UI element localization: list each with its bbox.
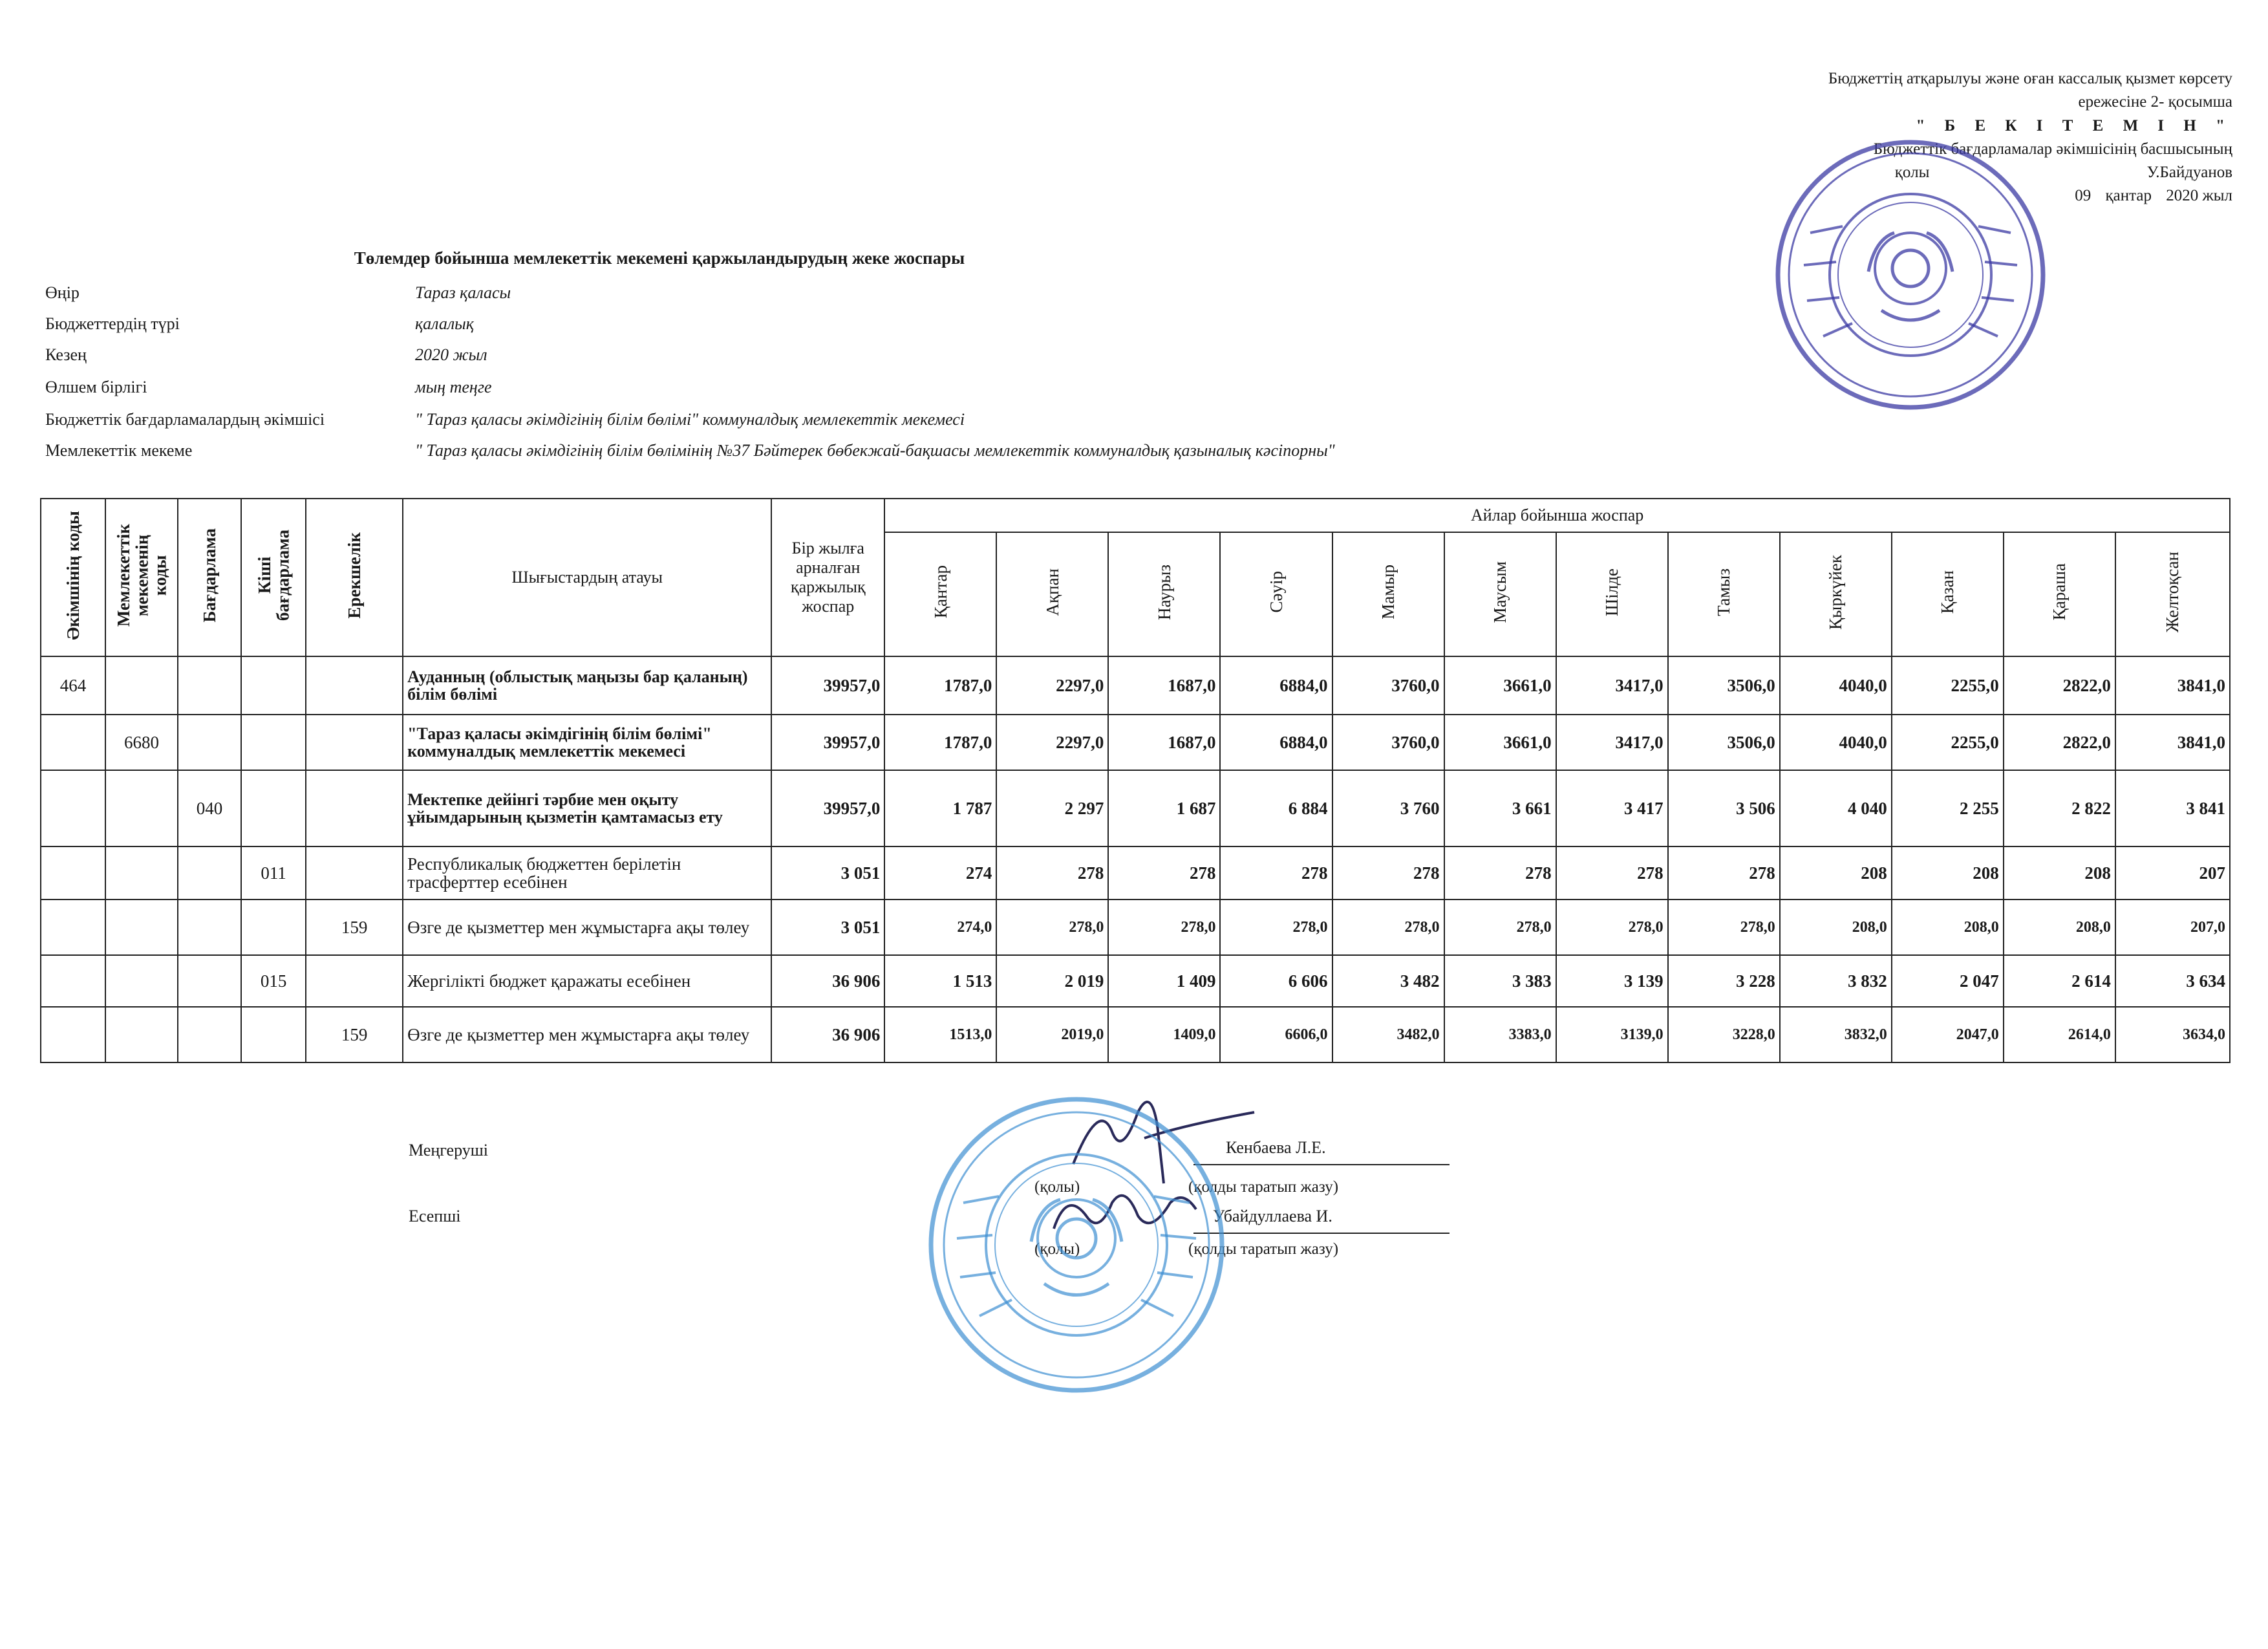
program-cell bbox=[178, 656, 241, 715]
institution-code-cell bbox=[105, 1007, 178, 1062]
header-month: Қараша bbox=[2004, 532, 2115, 656]
head-label: Меңгеруші bbox=[409, 1141, 488, 1159]
accountant-name: Убайдуллаева И. bbox=[1213, 1207, 1332, 1225]
header-month: Шілде bbox=[1556, 532, 1668, 656]
header-month: Маусым bbox=[1444, 532, 1556, 656]
institution-code-cell: 6680 bbox=[105, 715, 178, 770]
subprogram-cell bbox=[241, 656, 306, 715]
table-row bbox=[41, 770, 2230, 846]
admin-code-cell bbox=[41, 715, 105, 770]
expense-name-cell: Өзге де қызметтер мен жұмыстарға ақы төлеу bbox=[403, 900, 771, 955]
month-value-cell: 278,0 bbox=[1220, 900, 1332, 955]
approval-date-year: 2020 жыл bbox=[2166, 187, 2232, 205]
month-value-cell: 2255,0 bbox=[1892, 715, 2004, 770]
month-value-cell: 208,0 bbox=[2004, 900, 2115, 955]
institution-code-cell bbox=[105, 900, 178, 955]
header-month: Мамыр bbox=[1332, 532, 1444, 656]
month-value-cell: 208,0 bbox=[1780, 900, 1892, 955]
month-value-cell: 3841,0 bbox=[2115, 715, 2230, 770]
month-value-cell: 3417,0 bbox=[1556, 715, 1668, 770]
meta-value: Тараз қаласы bbox=[415, 283, 511, 302]
month-value-cell: 208 bbox=[1892, 846, 2004, 900]
expense-name-cell: "Тараз қаласы әкімдігінің білім бөлімі" коммуналдық мемлекеттік мекемесі bbox=[403, 715, 771, 770]
expense-name-cell: Жергілікті бюджет қаражаты есебінен bbox=[403, 955, 771, 1007]
month-value-cell: 207 bbox=[2115, 846, 2230, 900]
meta-label: Өлшем бірлігі bbox=[45, 378, 147, 396]
expense-name-cell: Мектепке дейінгі тәрбие мен оқыту ұйымдарының қызметін қамтамасыз ету bbox=[403, 770, 771, 846]
month-value-cell: 2 255 bbox=[1892, 770, 2004, 846]
program-cell bbox=[178, 846, 241, 900]
month-value-cell: 3 832 bbox=[1780, 955, 1892, 1007]
approval-line-2: ережесіне 2- қосымша bbox=[2078, 93, 2232, 111]
month-value-cell: 3383,0 bbox=[1444, 1007, 1556, 1062]
month-value-cell: 2614,0 bbox=[2004, 1007, 2115, 1062]
month-value-cell: 278,0 bbox=[1444, 900, 1556, 955]
month-value-cell: 1787,0 bbox=[884, 656, 996, 715]
month-value-cell: 278,0 bbox=[1332, 900, 1444, 955]
month-value-cell: 2 047 bbox=[1892, 955, 2004, 1007]
month-value-cell: 278 bbox=[1332, 846, 1444, 900]
admin-code-cell bbox=[41, 900, 105, 955]
month-value-cell: 1 687 bbox=[1108, 770, 1220, 846]
meta-label: Мемлекеттік мекеме bbox=[45, 441, 193, 460]
meta-value: мың теңге bbox=[415, 378, 492, 396]
header-month: Қантар bbox=[884, 532, 996, 656]
month-value-cell: 2255,0 bbox=[1892, 656, 2004, 715]
program-cell bbox=[178, 715, 241, 770]
month-value-cell: 1 513 bbox=[884, 955, 996, 1007]
month-value-cell: 2 297 bbox=[996, 770, 1108, 846]
month-value-cell: 1687,0 bbox=[1108, 656, 1220, 715]
table-row bbox=[41, 656, 2230, 715]
month-value-cell: 2297,0 bbox=[996, 656, 1108, 715]
institution-code-cell bbox=[105, 770, 178, 846]
month-value-cell: 3 841 bbox=[2115, 770, 2230, 846]
month-value-cell: 3139,0 bbox=[1556, 1007, 1668, 1062]
month-value-cell: 3 661 bbox=[1444, 770, 1556, 846]
month-value-cell: 2822,0 bbox=[2004, 715, 2115, 770]
meta-label: Кезең bbox=[45, 345, 87, 364]
month-value-cell: 1 409 bbox=[1108, 955, 1220, 1007]
institution-code-cell bbox=[105, 955, 178, 1007]
subprogram-cell: 011 bbox=[241, 846, 306, 900]
specific-cell: 159 bbox=[306, 1007, 403, 1062]
month-value-cell: 208,0 bbox=[1892, 900, 2004, 955]
approval-line-1: Бюджеттің атқарылуы және оған кассалық қызмет көрсету bbox=[1828, 70, 2232, 87]
specific-cell bbox=[306, 770, 403, 846]
month-value-cell: 208 bbox=[1780, 846, 1892, 900]
institution-code-cell bbox=[105, 846, 178, 900]
month-value-cell: 3661,0 bbox=[1444, 656, 1556, 715]
month-value-cell: 3760,0 bbox=[1332, 656, 1444, 715]
header-year-plan: Бір жылға арналған қаржылық жоспар bbox=[771, 499, 884, 656]
head-sign-caption: (қолы) bbox=[1034, 1178, 1080, 1196]
month-value-cell: 278,0 bbox=[996, 900, 1108, 955]
month-value-cell: 3 760 bbox=[1332, 770, 1444, 846]
month-value-cell: 2 822 bbox=[2004, 770, 2115, 846]
month-value-cell: 4040,0 bbox=[1780, 656, 1892, 715]
year-plan-cell: 39957,0 bbox=[771, 770, 884, 846]
month-value-cell: 2 019 bbox=[996, 955, 1108, 1007]
month-value-cell: 3 634 bbox=[2115, 955, 2230, 1007]
meta-value: " Тараз қаласы әкімдігінің білім бөлімінің №37 Бәйтерек бөбекжай-бақшасы мемлекеттік коммуналдық қазыналық кәсіпорны" bbox=[415, 441, 1335, 460]
month-value-cell: 278,0 bbox=[1108, 900, 1220, 955]
month-value-cell: 207,0 bbox=[2115, 900, 2230, 955]
header-monthly-plan: Айлар бойынша жоспар bbox=[884, 499, 2230, 532]
official-seal-stamp bbox=[1771, 136, 2049, 414]
month-value-cell: 3417,0 bbox=[1556, 656, 1668, 715]
document-title: Төлемдер бойынша мемлекеттік мекемені қаржыландырудың жеке жоспары bbox=[354, 248, 965, 268]
approval-sign-caption: қолы bbox=[1894, 164, 1930, 181]
header-subprogram: Кіші бағдарлама bbox=[241, 499, 306, 656]
approval-line-4: Бюджеттік бағдарламалар әкімшісінің басшысының bbox=[1873, 140, 2232, 158]
admin-code-cell bbox=[41, 1007, 105, 1062]
month-value-cell: 278,0 bbox=[1668, 900, 1780, 955]
year-plan-cell: 36 906 bbox=[771, 955, 884, 1007]
month-value-cell: 6606,0 bbox=[1220, 1007, 1332, 1062]
month-value-cell: 2297,0 bbox=[996, 715, 1108, 770]
month-value-cell: 4 040 bbox=[1780, 770, 1892, 846]
meta-label: Бюджеттік бағдарламалардың әкімшісі bbox=[45, 410, 325, 429]
month-value-cell: 208 bbox=[2004, 846, 2115, 900]
month-value-cell: 3841,0 bbox=[2115, 656, 2230, 715]
month-value-cell: 3832,0 bbox=[1780, 1007, 1892, 1062]
table-row bbox=[41, 1007, 2230, 1062]
year-plan-cell: 39957,0 bbox=[771, 656, 884, 715]
year-plan-cell: 39957,0 bbox=[771, 715, 884, 770]
admin-code-cell bbox=[41, 770, 105, 846]
header-program: Бағдарлама bbox=[178, 499, 241, 656]
month-value-cell: 274 bbox=[884, 846, 996, 900]
header-month: Қазан bbox=[1892, 532, 2004, 656]
header-month: Ақпан bbox=[996, 532, 1108, 656]
meta-value: " Тараз қаласы әкімдігінің білім бөлімі" коммуналдық мемлекеттік мекемесі bbox=[415, 410, 965, 429]
subprogram-cell bbox=[241, 900, 306, 955]
expense-name-cell: Өзге де қызметтер мен жұмыстарға ақы төлеу bbox=[403, 1007, 771, 1062]
table-row bbox=[41, 900, 2230, 955]
month-value-cell: 278 bbox=[1108, 846, 1220, 900]
header-month: Тамыз bbox=[1668, 532, 1780, 656]
month-value-cell: 3 417 bbox=[1556, 770, 1668, 846]
institution-code-cell bbox=[105, 656, 178, 715]
month-value-cell: 3482,0 bbox=[1332, 1007, 1444, 1062]
accountant-name-caption: (қолды таратып жазу) bbox=[1188, 1240, 1339, 1258]
month-value-cell: 2019,0 bbox=[996, 1007, 1108, 1062]
program-cell bbox=[178, 1007, 241, 1062]
month-value-cell: 6 606 bbox=[1220, 955, 1332, 1007]
month-value-cell: 3760,0 bbox=[1332, 715, 1444, 770]
month-value-cell: 3506,0 bbox=[1668, 656, 1780, 715]
subprogram-cell bbox=[241, 715, 306, 770]
year-plan-cell: 36 906 bbox=[771, 1007, 884, 1062]
header-institution-code: Мемлекеттік мекеменің коды bbox=[105, 499, 178, 656]
month-value-cell: 4040,0 bbox=[1780, 715, 1892, 770]
program-cell bbox=[178, 955, 241, 1007]
accountant-label: Есепші bbox=[409, 1207, 461, 1225]
header-month: Қыркүйек bbox=[1780, 532, 1892, 656]
header-expense-name: Шығыстардың атауы bbox=[403, 499, 771, 656]
meta-label: Өңір bbox=[45, 283, 80, 302]
header-month: Наурыз bbox=[1108, 532, 1220, 656]
admin-code-cell bbox=[41, 846, 105, 900]
month-value-cell: 6884,0 bbox=[1220, 715, 1332, 770]
month-value-cell: 3 506 bbox=[1668, 770, 1780, 846]
accountant-sign-caption: (қолы) bbox=[1034, 1240, 1080, 1258]
month-value-cell: 278,0 bbox=[1556, 900, 1668, 955]
table-row bbox=[41, 955, 2230, 1007]
expense-name-cell: Ауданның (облыстық маңызы бар қаланың) білім бөлімі bbox=[403, 656, 771, 715]
financing-plan-table bbox=[40, 498, 2231, 1063]
month-value-cell: 6 884 bbox=[1220, 770, 1332, 846]
specific-cell bbox=[306, 846, 403, 900]
meta-value: қалалық bbox=[415, 314, 474, 333]
year-plan-cell: 3 051 bbox=[771, 900, 884, 955]
month-value-cell: 1409,0 bbox=[1108, 1007, 1220, 1062]
specific-cell: 159 bbox=[306, 900, 403, 955]
approval-date-month: қантар bbox=[2105, 187, 2152, 205]
header-specific: Ерекшелік bbox=[306, 499, 403, 656]
specific-cell bbox=[306, 656, 403, 715]
table-row bbox=[41, 715, 2230, 770]
head-name: Кенбаева Л.Е. bbox=[1226, 1138, 1326, 1157]
subprogram-cell bbox=[241, 770, 306, 846]
official-blue-stamp bbox=[925, 1093, 1228, 1397]
month-value-cell: 3661,0 bbox=[1444, 715, 1556, 770]
month-value-cell: 278 bbox=[1444, 846, 1556, 900]
specific-cell bbox=[306, 955, 403, 1007]
meta-value: 2020 жыл bbox=[415, 345, 487, 364]
month-value-cell: 1513,0 bbox=[884, 1007, 996, 1062]
month-value-cell: 2047,0 bbox=[1892, 1007, 2004, 1062]
month-value-cell: 278 bbox=[1220, 846, 1332, 900]
month-value-cell: 2822,0 bbox=[2004, 656, 2115, 715]
month-value-cell: 1687,0 bbox=[1108, 715, 1220, 770]
table-row bbox=[41, 846, 2230, 900]
admin-code-cell: 464 bbox=[41, 656, 105, 715]
expense-name-cell: Республикалық бюджеттен берілетін трасферттер есебінен bbox=[403, 846, 771, 900]
meta-label: Бюджеттердің түрі bbox=[45, 314, 180, 333]
month-value-cell: 3 383 bbox=[1444, 955, 1556, 1007]
program-cell: 040 bbox=[178, 770, 241, 846]
month-value-cell: 1787,0 bbox=[884, 715, 996, 770]
month-value-cell: 278 bbox=[1556, 846, 1668, 900]
subprogram-cell: 015 bbox=[241, 955, 306, 1007]
month-value-cell: 3 139 bbox=[1556, 955, 1668, 1007]
accountant-name-line bbox=[1193, 1233, 1450, 1234]
program-cell bbox=[178, 900, 241, 955]
approval-signer: У.Байдуанов bbox=[2146, 164, 2232, 181]
month-value-cell: 3506,0 bbox=[1668, 715, 1780, 770]
month-value-cell: 278 bbox=[1668, 846, 1780, 900]
month-value-cell: 3228,0 bbox=[1668, 1007, 1780, 1062]
approval-date-day: 09 bbox=[2075, 187, 2091, 205]
header-admin-code: Әкімшінің коды bbox=[41, 499, 105, 656]
month-value-cell: 1 787 bbox=[884, 770, 996, 846]
admin-code-cell bbox=[41, 955, 105, 1007]
header-month: Сәуір bbox=[1220, 532, 1332, 656]
specific-cell bbox=[306, 715, 403, 770]
approval-title: " Б Е К І Т Е М І Н " bbox=[1916, 116, 2232, 135]
month-value-cell: 3 482 bbox=[1332, 955, 1444, 1007]
month-value-cell: 274,0 bbox=[884, 900, 996, 955]
head-name-caption: (қолды таратып жазу) bbox=[1188, 1178, 1339, 1196]
month-value-cell: 3 228 bbox=[1668, 955, 1780, 1007]
month-value-cell: 6884,0 bbox=[1220, 656, 1332, 715]
year-plan-cell: 3 051 bbox=[771, 846, 884, 900]
month-value-cell: 2 614 bbox=[2004, 955, 2115, 1007]
month-value-cell: 3634,0 bbox=[2115, 1007, 2230, 1062]
subprogram-cell bbox=[241, 1007, 306, 1062]
month-value-cell: 278 bbox=[996, 846, 1108, 900]
header-month: Желтоқсан bbox=[2115, 532, 2230, 656]
